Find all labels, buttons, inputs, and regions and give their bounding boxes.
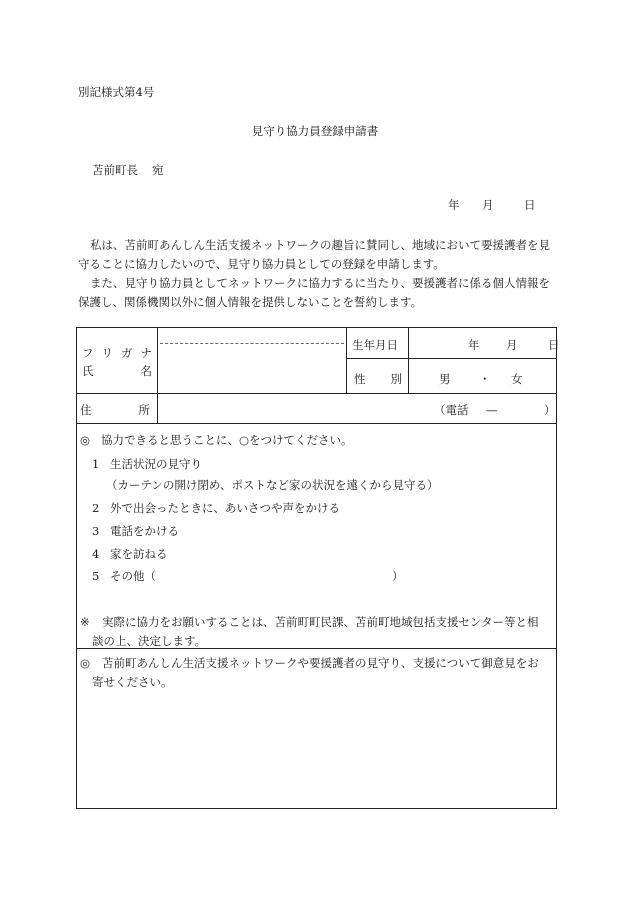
date-month: 月 — [482, 198, 494, 212]
name-label — [82, 363, 152, 379]
paragraph-consent-text: 私は、苫前町あんしん生活支援ネットワークの趣旨に賛同し、地域において要援護者を見守ることに協力したいので、見守り協力員としての登録を申請します。 — [78, 238, 550, 271]
birth-year: 年 — [468, 338, 480, 352]
option-number: 1 — [92, 457, 100, 471]
gender-female[interactable]: 女 — [511, 372, 523, 386]
table-divider — [157, 327, 158, 423]
paragraph-pledge-text: また、見守り協力員としてネットワークに協力するに当たり、要援護者に係る個人情報を保護し、関係機関以外に個人情報を提供しないことを誓約します。 — [78, 276, 550, 309]
document-title: 見守り協力員登録申請書 — [251, 124, 379, 138]
note-block — [80, 613, 552, 651]
cooperation-option-1-detail: （カーテンの開け閉め、ポストなど家の状況を遠くから見守る） — [106, 478, 439, 492]
other-close-paren: ） — [392, 569, 404, 583]
date-line — [448, 197, 536, 213]
gender-male[interactable]: 男 — [439, 372, 451, 386]
option-number: 5 — [92, 569, 100, 583]
option-number: 2 — [92, 501, 100, 515]
table-divider — [408, 327, 409, 393]
cooperation-option-1[interactable] — [92, 456, 202, 472]
double-circle-icon: ◎ — [80, 656, 91, 670]
char: 氏 — [82, 364, 94, 378]
table-divider — [346, 358, 557, 359]
table-divider — [76, 423, 557, 424]
addressee-suffix: 宛 — [152, 163, 164, 177]
double-circle-icon: ◎ — [80, 433, 91, 447]
opinion-line-2: 寄せください。 — [92, 675, 173, 689]
phone-field[interactable] — [434, 402, 556, 418]
option-number: 3 — [92, 524, 100, 538]
table-divider — [346, 327, 347, 393]
cooperation-option-3[interactable] — [92, 523, 179, 539]
char: 所 — [138, 403, 150, 417]
birth-day: 日 — [548, 338, 560, 352]
furigana-label — [82, 345, 152, 361]
note-line-1: 実際に協力をお願いすることは、苫前町町民課、苫前町地域包括支援センター等と相 — [102, 615, 539, 629]
opinion-block[interactable] — [80, 654, 554, 692]
option-text: 外で出会ったときに、あいさつや声をかける — [110, 501, 340, 515]
cooperation-option-4[interactable] — [92, 546, 168, 562]
char: 別 — [390, 372, 402, 386]
char: ガ — [121, 346, 133, 360]
note-line-2: 談の上、決定します。 — [92, 634, 207, 648]
paragraph-pledge — [78, 274, 558, 312]
addressee — [92, 162, 164, 178]
furigana-dashed-line — [160, 343, 344, 344]
cooperation-intro — [80, 432, 353, 448]
date-day: 日 — [524, 198, 536, 212]
phone-label: （電話 — [434, 403, 469, 417]
birth-month: 月 — [506, 338, 518, 352]
char: フ — [82, 346, 94, 360]
gender-options — [439, 371, 523, 387]
option-text: 家を訪ねる — [110, 547, 168, 561]
char: 名 — [140, 364, 152, 378]
option-number: 4 — [92, 547, 100, 561]
char: 住 — [80, 403, 92, 417]
sex-label — [354, 371, 402, 387]
table-divider — [76, 393, 557, 394]
option-text: 生活状況の見守り — [110, 457, 202, 471]
addressee-name: 苫前町長 — [92, 163, 138, 177]
address-label — [80, 402, 150, 418]
phone-close: ） — [544, 403, 556, 417]
paragraph-consent — [78, 236, 558, 274]
option-text: 電話をかける — [110, 524, 179, 538]
birthdate-field[interactable] — [468, 337, 560, 353]
phone-dash: — — [486, 403, 498, 417]
cooperation-option-2[interactable] — [92, 500, 340, 516]
cooperation-intro-text: 協力できると思うことに、○をつけてください。 — [101, 433, 353, 447]
gender-separator: ・ — [479, 372, 491, 386]
option-text: その他（ — [110, 569, 156, 583]
cooperation-option-5[interactable] — [92, 568, 404, 584]
reference-mark-icon: ※ — [80, 615, 90, 629]
opinion-line-1: 苫前町あんしん生活支援ネットワークや要援護者の見守り、支援について御意見をお — [102, 656, 539, 670]
form-number: 別記様式第4号 — [78, 85, 155, 99]
birthdate-label: 生年月日 — [352, 338, 398, 352]
char: リ — [101, 346, 113, 360]
char: ナ — [140, 346, 152, 360]
char: 性 — [354, 372, 366, 386]
date-year: 年 — [448, 198, 460, 212]
